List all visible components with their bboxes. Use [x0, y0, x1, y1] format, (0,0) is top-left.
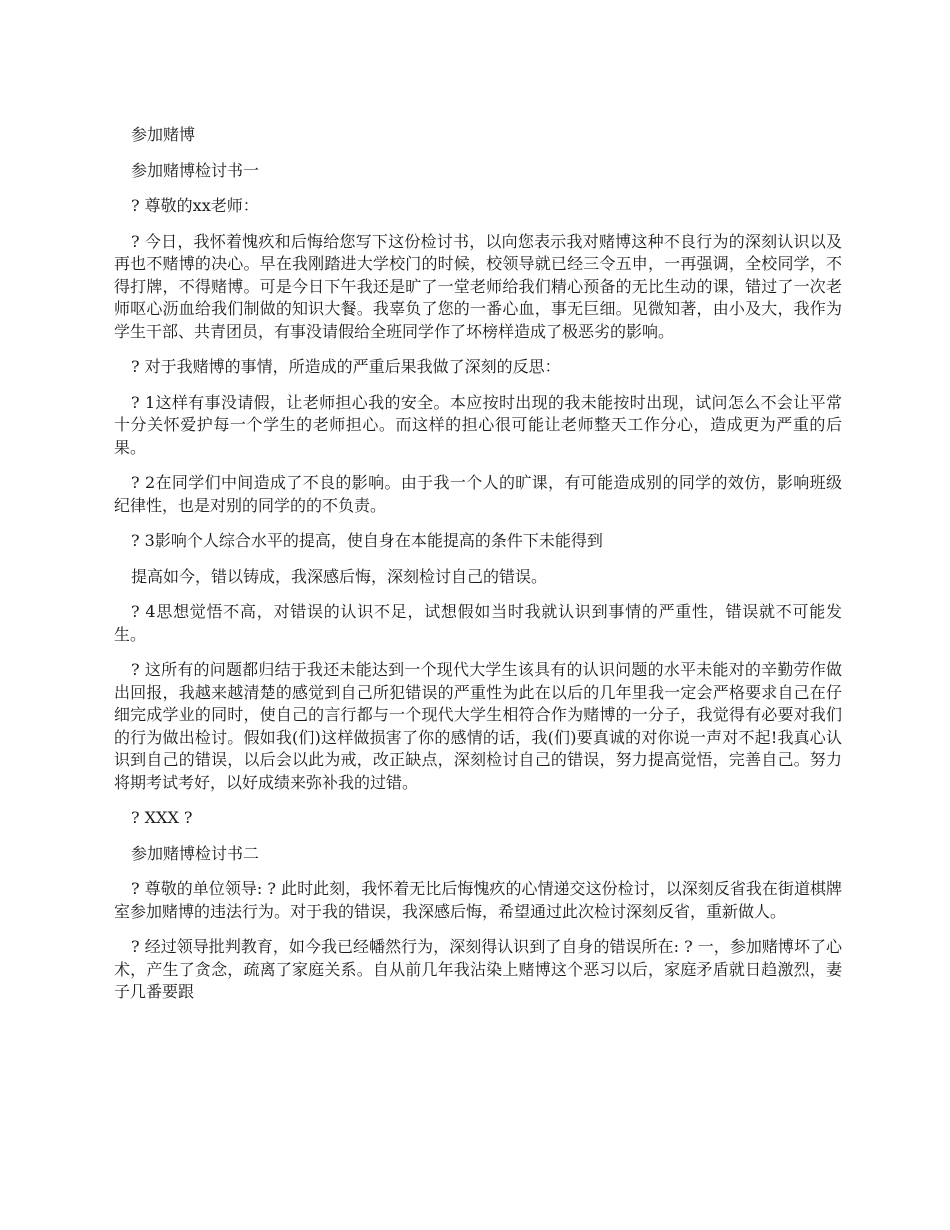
body-paragraph: ? 尊敬的单位领导: ? 此时此刻，我怀着无比后悔愧疚的心情递交这份检讨，以深刻反省我在街道棋牌室参加赌博的违法行为。对于我的错误，我深感后悔，希望通过此次检讨深刻反省，重新做人。 — [114, 879, 842, 921]
document-heading: 参加赌博 — [131, 125, 196, 144]
signature: ? XXX ? — [131, 808, 193, 827]
body-paragraph: ? 3影响个人综合水平的提高，使自身在本能提高的条件下未能得到 — [131, 531, 603, 550]
body-paragraph: ? 今日，我怀着愧疚和后悔给您写下这份检讨书，以向您表示我对赌博这种不良行为的深刻认识以及再也不赌博的决心。早在我刚踏进大学校门的时候，校领导就已经三令五申，一再强调，全校同学，不得打牌，不得赌博。可是今日下午我还是旷了一堂老师给我们精心预备的无比生动的课，错过了一次老师呕心沥血给我们制做的知识大餐。我辜负了您的一番心血，事无巨细。见微知著，由小及大，我作为学生干部、共青团员，有事没请假给全班同学作了坏榜样造成了极恶劣的影响。 — [114, 231, 842, 341]
body-paragraph: ? 2在同学们中间造成了不良的影响。由于我一个人的旷课，有可能造成别的同学的效仿，影响班级纪律性，也是对别的同学的的不负责。 — [114, 473, 842, 515]
body-paragraph: ? 经过领导批判教育，如今我已经幡然行为，深刻得认识到了自身的错误所在: ? 一，参加赌博坏了心术，产生了贪念，疏离了家庭关系。自从前几年我沾染上赌博这个恶习以后，家庭矛盾就日趋激烈，妻子几番要跟 — [114, 937, 842, 1001]
section-title: 参加赌博检讨书二 — [131, 843, 260, 863]
body-paragraph: ? 1这样有事没请假，让老师担心我的安全。本应按时出现的我未能按时出现，试问怎么不会让平常十分关怀爱护每一个学生的老师担心。而这样的担心很可能让老师整天工作分心，造成更为严重的后果。 — [114, 392, 842, 457]
section-title: 参加赌博检讨书一 — [131, 160, 260, 180]
body-paragraph: ? 这所有的问题都归结于我还未能达到一个现代大学生该具有的认识问题的水平未能对的辛勤劳作做出回报，我越来越清楚的感觉到自己所犯错误的严重性为此在以后的几年里我一定会严格要求自己在仔细完成学业的同时，使自己的言行都与一个现代大学生相符合作为赌博的一分子，我觉得有必要对我们的行为做出检讨。假如我(们)这样做损害了你的感情的话，我(们)要真诚的对你说一声对不起!我真心认识到自己的错误，以后会以此为戒，改正缺点，深刻检讨自己的错误，努力提高觉悟，完善自己。努力将期考试考好，以好成绩来弥补我的过错。 — [114, 660, 842, 792]
salutation: ? 尊敬的xx老师： — [131, 196, 259, 215]
body-paragraph: ? 4思想觉悟不高，对错误的认识不足，试想假如当时我就认识到事情的严重性，错误就不可能发生。 — [114, 602, 842, 644]
body-paragraph: 提高如今，错以铸成，我深感后悔，深刻检讨自己的错误。 — [131, 566, 548, 586]
body-paragraph: ? 对于我赌博的事情，所造成的严重后果我做了深刻的反思： — [131, 357, 561, 376]
